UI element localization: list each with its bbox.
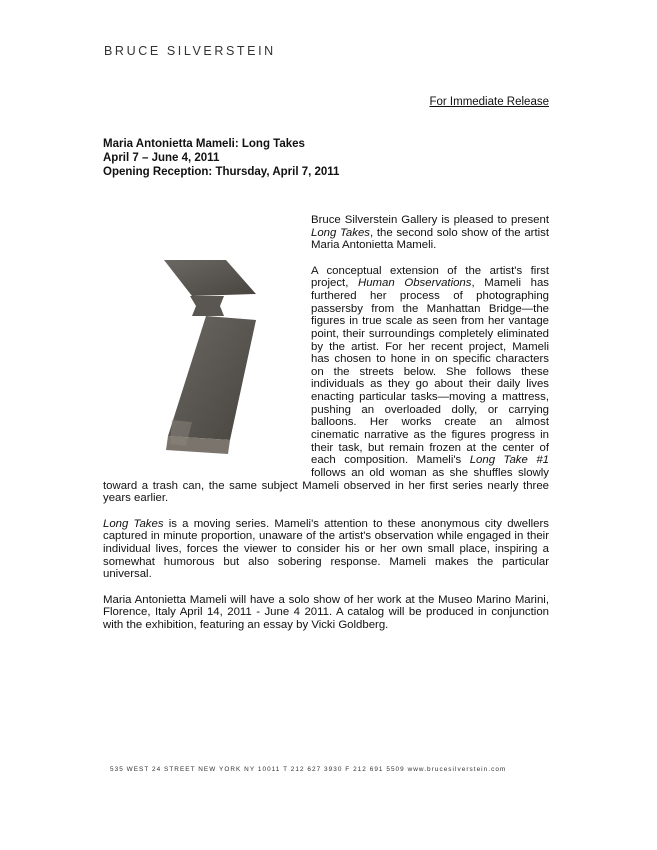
- exhibition-title: Maria Antonietta Mameli: Long Takes: [103, 138, 305, 150]
- paragraph-series: Long Takes is a moving series. Mameli's attention to these anonymous city dwellers captured in minute proportion, unaware of the artist's observation while engaged in their individual lives, forces the viewer to consider his or her own small place, inspiring a somewhat humorous but also sobering response. Mameli makes the particular universal.: [103, 517, 549, 581]
- artwork-image: [103, 214, 311, 472]
- press-release-heading: [103, 138, 339, 179]
- exhibition-dates: April 7 – June 4, 2011: [103, 151, 220, 164]
- gallery-address-footer: 535 WEST 24 STREET NEW YORK NY 10011 T 212 627 3930 F 212 691 5509 www.brucesilverstein.com: [110, 766, 507, 773]
- release-label: For Immediate Release: [429, 96, 549, 108]
- paragraph-concept: A conceptual extension of the artist's first project, Human Observations, Mameli has furthered her process of photographing passersby from the Manhattan Bridge—the figures in true scale as seen from her vantage point, their surroundings completely eliminated by the artist. For her recent project, Mameli has chosen to hone in on specific characters on the streets below. She follows these individuals as they go about their daily lives enacting particular tasks—moving a mattress, pushing an overloaded dolly, or carrying balloons. Her works create an almost cinematic narrative as the figures progress in their task, but remain frozen at the center of each composition. Mameli's Long Take #1 follows an old woman as she shuffles slowly toward a trash can, the same subject Mameli observed in her first series nearly three years earlier.: [103, 264, 549, 505]
- opening-reception: Opening Reception: Thursday, April 7, 2011: [103, 165, 340, 178]
- paragraph-museum-show: Maria Antonietta Mameli will have a solo show of her work at the Museo Marino Marini, Florence, Italy April 14, 2011 - June 4 2011. A catalog will be produced in conjunction with the exhibition, featuring an essay by Vicki Goldberg.: [103, 593, 549, 631]
- gallery-logo: BRUCE SILVERSTEIN: [104, 44, 276, 58]
- press-release-body: [103, 214, 549, 644]
- paragraph-intro: Bruce Silverstein Gallery is pleased to present Long Takes, the second solo show of the artist Maria Antonietta Mameli.: [311, 214, 549, 252]
- abstract-sculpture-icon: [162, 260, 258, 458]
